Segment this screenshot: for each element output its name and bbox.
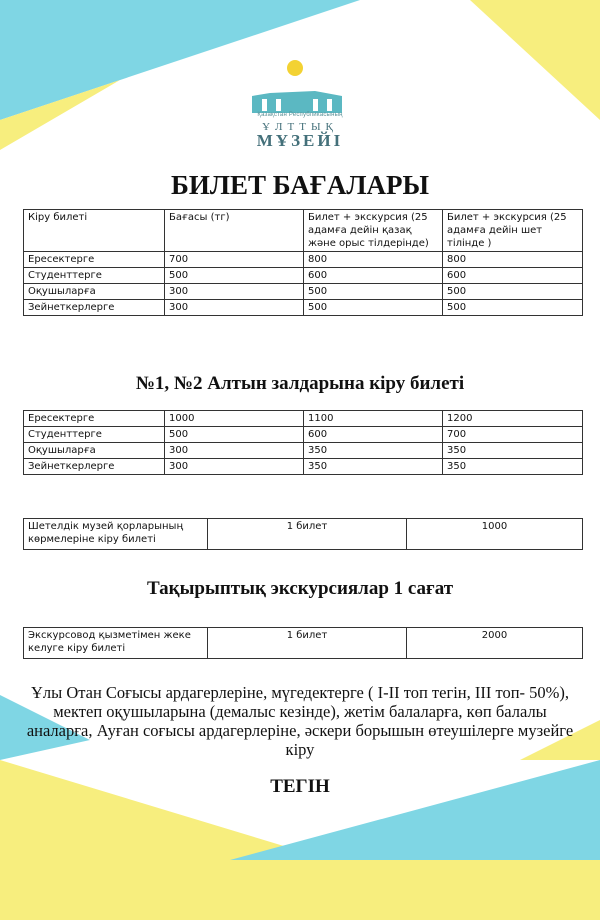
table-cell: 2000 <box>407 628 583 659</box>
logo-line2: МҰЗЕЙІ <box>256 131 344 150</box>
table-cell: 500 <box>443 300 583 316</box>
table-cell: 300 <box>165 443 304 459</box>
table-cell: 350 <box>304 459 443 475</box>
table-cell: 600 <box>304 427 443 443</box>
table-cell: Экскурсовод қызметімен жеке келуге кіру билеті <box>24 628 208 659</box>
gold-halls-title: №1, №2 Алтын залдарына кіру билеті <box>135 373 465 394</box>
table-cell: Шетелдік музей қорларының көрмелеріне кіру билеті <box>24 519 208 550</box>
table-cell: Зейнеткерлерге <box>24 300 165 316</box>
table-cell: 700 <box>443 427 583 443</box>
table-row <box>24 252 583 268</box>
table-header-cell: Билет + экскурсия (25 адамға дейін шет тілінде ) <box>443 210 583 252</box>
table-header-cell: Билет + экскурсия (25 адамға дейін қазақ және орыс тілдерінде) <box>304 210 443 252</box>
logo-small-text: Қазақстан Республикасының <box>257 112 343 118</box>
table-cell: 350 <box>443 459 583 475</box>
table-cell: 500 <box>304 300 443 316</box>
guided-visit-table <box>23 627 583 659</box>
table-cell: 1 билет <box>208 519 407 550</box>
table-cell: 1100 <box>304 411 443 427</box>
page-title: БИЛЕТ БАҒАЛАРЫ <box>170 170 430 200</box>
table-row <box>24 427 583 443</box>
free-label: ТЕГІН <box>270 776 330 797</box>
table-cell: Студенттерге <box>24 427 165 443</box>
table-cell: 1000 <box>165 411 304 427</box>
table-cell: 700 <box>165 252 304 268</box>
table-cell: 600 <box>304 268 443 284</box>
table-cell: 350 <box>443 443 583 459</box>
table-cell: Зейнеткерлерге <box>24 459 165 475</box>
table-cell: 800 <box>304 252 443 268</box>
table-row <box>24 284 583 300</box>
gold-halls-table <box>23 410 583 475</box>
table-cell: 1 билет <box>208 628 407 659</box>
table-cell: 300 <box>165 300 304 316</box>
table-cell: 600 <box>443 268 583 284</box>
table-header-cell: Кіру билеті <box>24 210 165 252</box>
table-row <box>24 459 583 475</box>
table-cell: Ересектерге <box>24 252 165 268</box>
table-row <box>24 268 583 284</box>
table-cell: 500 <box>165 268 304 284</box>
table-cell: Оқушыларға <box>24 443 165 459</box>
table-cell: 300 <box>165 459 304 475</box>
table-header-cell: Бағасы (тг) <box>165 210 304 252</box>
logo-line1: ҰЛТТЫҚ <box>262 121 338 133</box>
foreign-exhibition-table <box>23 518 583 550</box>
table-cell: 500 <box>304 284 443 300</box>
table-cell: 300 <box>165 284 304 300</box>
table-row <box>24 411 583 427</box>
table-cell: 500 <box>443 284 583 300</box>
table-row <box>24 443 583 459</box>
table-row <box>24 300 583 316</box>
table-header-row <box>24 210 583 252</box>
excursions-title: Тақырыптық экскурсиялар 1 сағат <box>146 578 454 599</box>
table-cell: Студенттерге <box>24 268 165 284</box>
table-cell: Ересектерге <box>24 411 165 427</box>
table-row <box>24 519 583 550</box>
table-cell: 1200 <box>443 411 583 427</box>
table-cell: Оқушыларға <box>24 284 165 300</box>
table-cell: 1000 <box>407 519 583 550</box>
museum-logo <box>240 55 360 151</box>
table-cell: 800 <box>443 252 583 268</box>
table-cell: 500 <box>165 427 304 443</box>
free-entry-notice: Ұлы Отан Соғысы ардагерлеріне, мүгедектерге ( I-II топ тегін, III топ- 50%), мектеп оқушыларына (демалыс кезінде), жетім балаларға, көп балалы аналарға, Ауған соғысы ардагерлеріне, әскери борышын өтеушілерге музейге кіру <box>26 683 574 759</box>
ticket-prices-table <box>23 209 583 316</box>
table-row <box>24 628 583 659</box>
table-cell: 350 <box>304 443 443 459</box>
